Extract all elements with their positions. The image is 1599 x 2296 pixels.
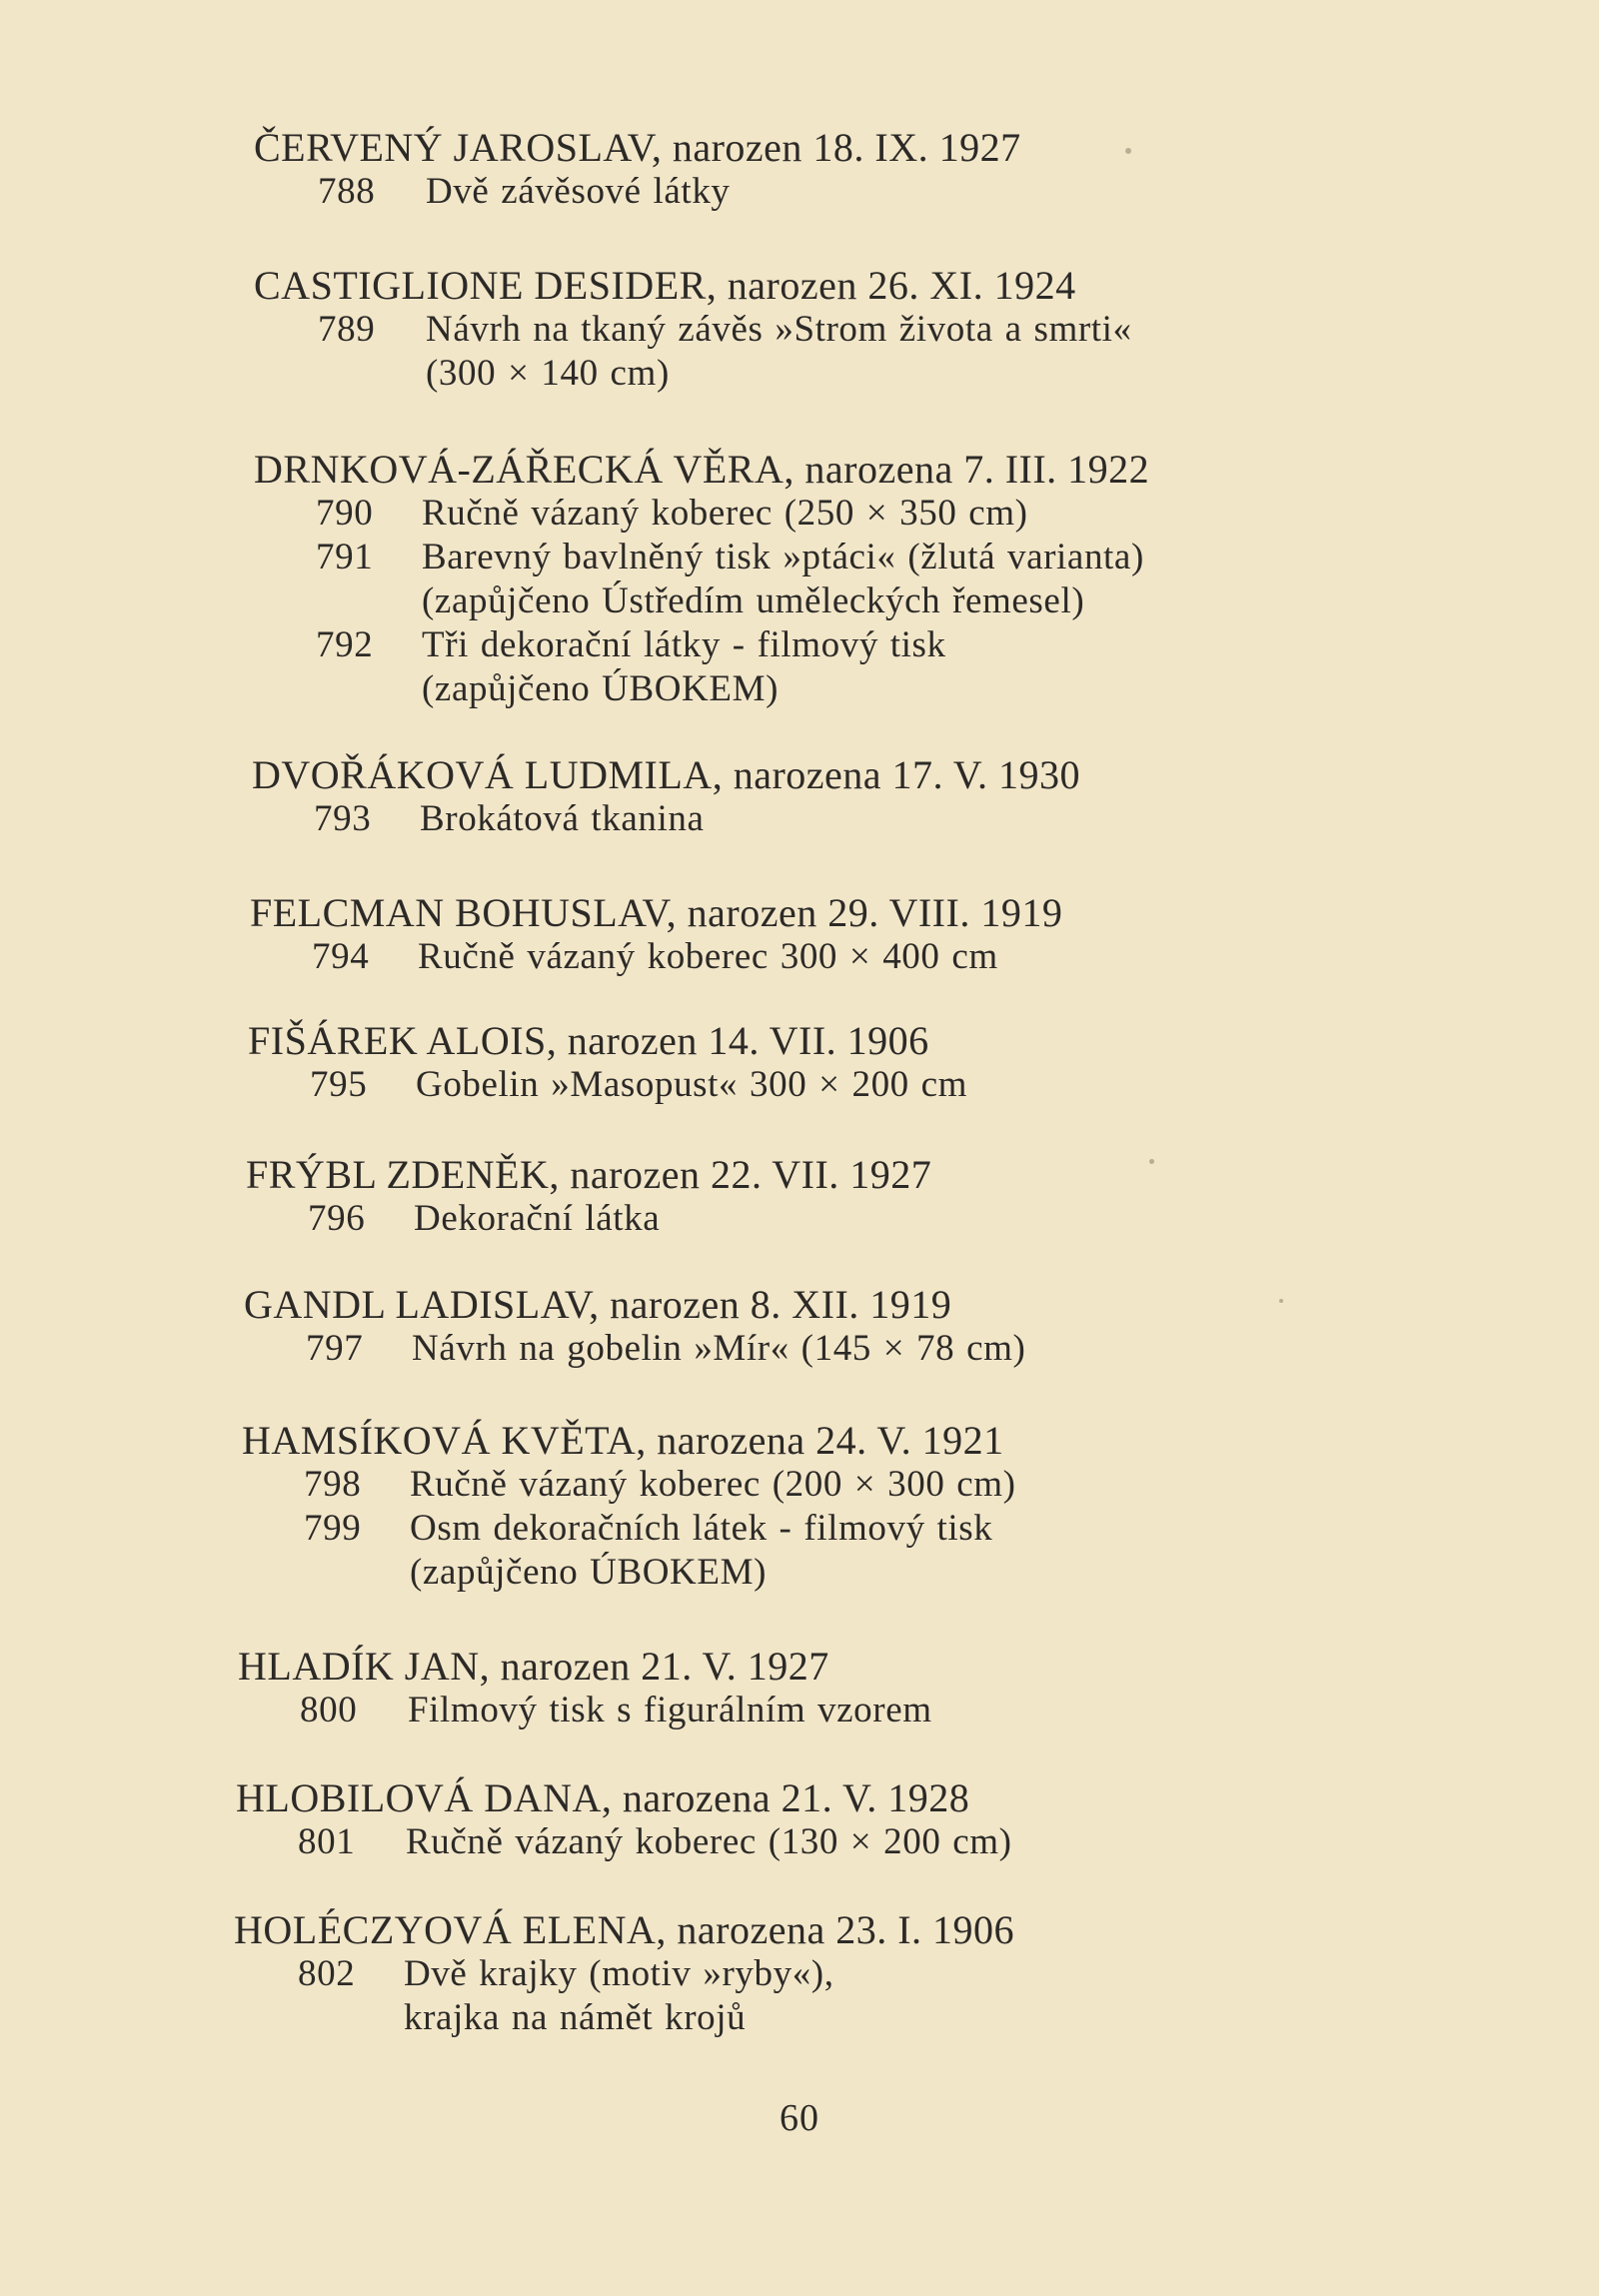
item-number: 797 xyxy=(306,1328,364,1369)
catalog-item xyxy=(0,1952,999,2040)
catalog-entry xyxy=(250,891,1249,979)
catalog-entry xyxy=(244,1283,1243,1371)
item-line: (zapůjčeno Ústředím uměleckých řemesel) xyxy=(422,580,1085,621)
catalog-item xyxy=(0,1689,999,1732)
catalog-item xyxy=(0,492,1028,536)
item-number: 788 xyxy=(318,171,376,212)
item-description xyxy=(422,536,1144,623)
catalog-entry xyxy=(234,1908,1233,2040)
catalog-item xyxy=(0,308,1132,396)
item-description xyxy=(422,492,1028,536)
item-number: 793 xyxy=(314,798,372,839)
artist-heading: HAMSÍKOVÁ KVĚTA, narozena 24. V. 1921 xyxy=(242,1418,1004,1463)
catalog-entry xyxy=(248,1019,1247,1107)
catalog-item xyxy=(0,1063,999,1107)
catalog-entry xyxy=(252,753,1251,841)
catalog-item xyxy=(0,1197,999,1241)
item-line: Ručně vázaný koberec 300 × 400 cm xyxy=(418,936,998,977)
item-description xyxy=(420,797,704,841)
item-number: 791 xyxy=(316,537,374,577)
item-description xyxy=(426,308,1132,396)
item-description xyxy=(408,1689,932,1732)
item-line: (300 × 140 cm) xyxy=(426,353,670,394)
paper-speck xyxy=(1149,1159,1154,1164)
item-description xyxy=(412,1327,1025,1371)
catalog-item xyxy=(0,1507,999,1595)
artist-heading: CASTIGLIONE DESIDER, narozen 26. XI. 1924 xyxy=(254,263,1076,308)
artist-heading: FELCMAN BOHUSLAV, narozen 29. VIII. 1919 xyxy=(250,890,1063,935)
item-line: Ručně vázaný koberec (250 × 350 cm) xyxy=(422,493,1028,534)
artist-heading: FIŠÁREK ALOIS, narozen 14. VII. 1906 xyxy=(248,1018,929,1063)
catalog-entry xyxy=(254,126,1253,214)
item-line: Dvě krajky (motiv »ryby«), xyxy=(404,1953,834,1994)
artist-heading: DVOŘÁKOVÁ LUDMILA, narozena 17. V. 1930 xyxy=(252,752,1081,797)
item-line: krajka na námět krojů xyxy=(404,1997,747,2038)
item-number: 799 xyxy=(304,1508,362,1549)
item-line: Brokátová tkanina xyxy=(420,798,705,839)
item-number: 795 xyxy=(310,1064,368,1105)
item-description xyxy=(418,935,998,979)
item-line: Návrh na tkaný závěs »Strom života a smrti« xyxy=(426,309,1132,350)
item-line: (zapůjčeno ÚBOKEM) xyxy=(410,1552,768,1593)
item-description xyxy=(404,1952,834,2040)
item-number: 792 xyxy=(316,624,374,665)
catalog-item xyxy=(0,935,999,979)
item-line: Osm dekoračních látek - filmový tisk xyxy=(410,1508,993,1549)
item-number: 800 xyxy=(300,1690,358,1730)
item-description xyxy=(414,1197,660,1241)
catalog-entry xyxy=(254,264,1253,396)
catalog-entry xyxy=(236,1776,1235,1864)
item-description xyxy=(416,1063,967,1107)
item-line: Tři dekorační látky - filmový tisk xyxy=(422,624,946,665)
item-line: Dekorační látka xyxy=(414,1198,661,1239)
catalog-item xyxy=(0,536,1144,623)
item-number: 801 xyxy=(298,1821,356,1862)
catalog-item xyxy=(0,170,999,214)
item-number: 802 xyxy=(298,1953,356,1994)
artist-heading: HLOBILOVÁ DANA, narozena 21. V. 1928 xyxy=(236,1775,970,1820)
catalog-item xyxy=(0,1463,1016,1507)
artist-heading: HLADÍK JAN, narozen 21. V. 1927 xyxy=(238,1644,829,1689)
item-description xyxy=(422,623,946,711)
item-description xyxy=(406,1820,1012,1864)
item-description xyxy=(410,1507,992,1595)
artist-heading: ČERVENÝ JAROSLAV, narozen 18. IX. 1927 xyxy=(254,125,1021,170)
paper-speck xyxy=(1279,1299,1283,1303)
item-number: 798 xyxy=(304,1464,362,1505)
item-line: Gobelin »Masopust« 300 × 200 cm xyxy=(416,1064,968,1105)
item-line: Návrh na gobelin »Mír« (145 × 78 cm) xyxy=(412,1328,1026,1369)
item-line: (zapůjčeno ÚBOKEM) xyxy=(422,668,780,709)
catalog-item xyxy=(0,1820,1012,1864)
catalog-item xyxy=(0,797,999,841)
item-line: Barevný bavlněný tisk »ptáci« (žlutá varianta) xyxy=(422,537,1144,577)
item-number: 790 xyxy=(316,493,374,534)
artist-heading: DRNKOVÁ-ZÁŘECKÁ VĚRA, narozena 7. III. 1922 xyxy=(254,447,1150,492)
item-number: 796 xyxy=(308,1198,366,1239)
item-description xyxy=(410,1463,1016,1507)
catalog-entry xyxy=(246,1153,1245,1241)
artist-heading: FRÝBL ZDENĚK, narozen 22. VII. 1927 xyxy=(246,1152,932,1197)
catalog-entry xyxy=(242,1419,1241,1595)
catalog-item xyxy=(0,623,999,711)
item-line: Dvě závěsové látky xyxy=(426,171,731,212)
catalog-entry xyxy=(238,1645,1237,1732)
item-description xyxy=(426,170,731,214)
catalog-entry xyxy=(254,448,1253,711)
catalog-item xyxy=(0,1327,1026,1371)
item-number: 794 xyxy=(312,936,370,977)
artist-heading: HOLÉCZYOVÁ ELENA, narozena 23. I. 1906 xyxy=(234,1907,1015,1952)
item-line: Ručně vázaný koberec (130 × 200 cm) xyxy=(406,1821,1012,1862)
artist-heading: GANDL LADISLAV, narozen 8. XII. 1919 xyxy=(244,1282,952,1327)
item-number: 789 xyxy=(318,309,376,350)
item-line: Filmový tisk s figurálním vzorem xyxy=(408,1690,932,1730)
paper-speck xyxy=(1125,148,1131,154)
page-number: 60 xyxy=(780,2097,819,2139)
item-line: Ručně vázaný koberec (200 × 300 cm) xyxy=(410,1464,1016,1505)
